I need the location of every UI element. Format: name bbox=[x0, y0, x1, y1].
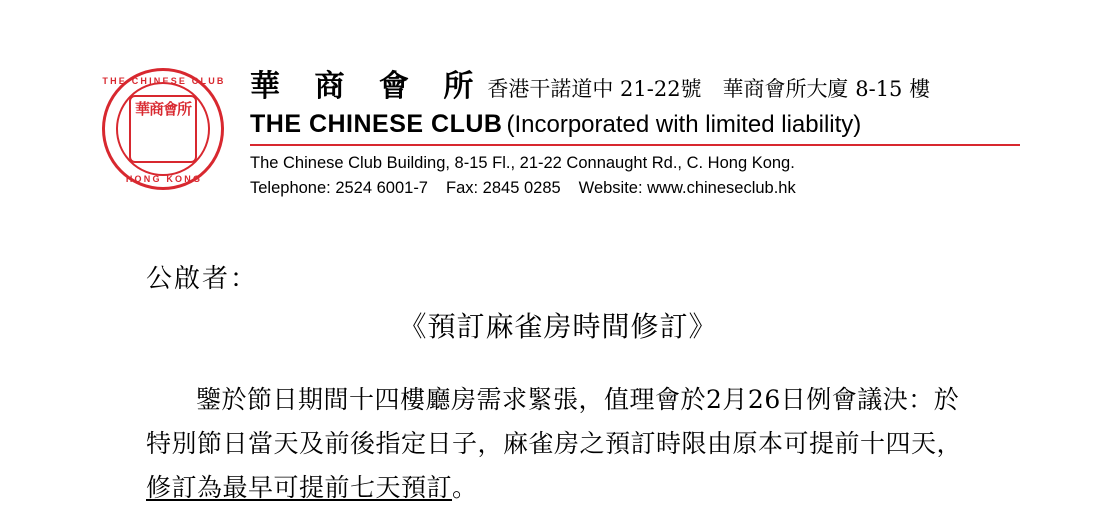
paragraph-text-part1: 鑒於節日期間十四樓廳房需求緊張，值理會於2月26日例會議決：於特別節日當天及前後指定日子，麻雀房之預訂時限由原本可提前十四天， bbox=[146, 385, 963, 458]
paragraph-text-part2: 。 bbox=[452, 473, 478, 502]
club-name-chinese: 華 商 會 所 bbox=[250, 69, 486, 104]
letterhead-text-block bbox=[232, 58, 1036, 198]
letterhead bbox=[96, 58, 1036, 198]
paragraph-text-underlined: 修訂為最早可提前七天預訂 bbox=[146, 473, 453, 502]
club-seal-icon bbox=[96, 62, 232, 198]
club-address-chinese: 香港干諾道中 21-22號 華商會所大廈 8-15 樓 bbox=[487, 77, 931, 101]
seal-arc-top-text: THE CHINESE CLUB bbox=[102, 76, 226, 86]
club-incorporation-english: (Incorporated with limited liability) bbox=[506, 111, 862, 138]
seal-core-text: 華商會所 bbox=[129, 95, 197, 163]
salutation: 公啟者： bbox=[146, 264, 259, 294]
body-paragraph bbox=[146, 378, 974, 510]
club-name-english: THE CHINESE CLUB bbox=[250, 110, 503, 138]
club-telephone: Telephone: 2524 6001-7 bbox=[250, 179, 428, 197]
club-fax: Fax: 2845 0285 bbox=[446, 179, 561, 197]
club-website: Website: www.chineseclub.hk bbox=[578, 179, 796, 197]
document-title: 《預訂麻雀房時間修訂》 bbox=[398, 310, 718, 343]
club-address-english: The Chinese Club Building, 8-15 Fl., 21-22 Connaught Rd., C. Hong Kong. bbox=[250, 154, 795, 172]
club-contact-line bbox=[250, 179, 1036, 198]
letterhead-divider bbox=[250, 144, 1020, 146]
letterhead-line-english bbox=[250, 110, 1036, 139]
seal-arc-bottom-text: HONG KONG bbox=[125, 174, 203, 184]
letterhead-line-chinese bbox=[250, 69, 1036, 104]
